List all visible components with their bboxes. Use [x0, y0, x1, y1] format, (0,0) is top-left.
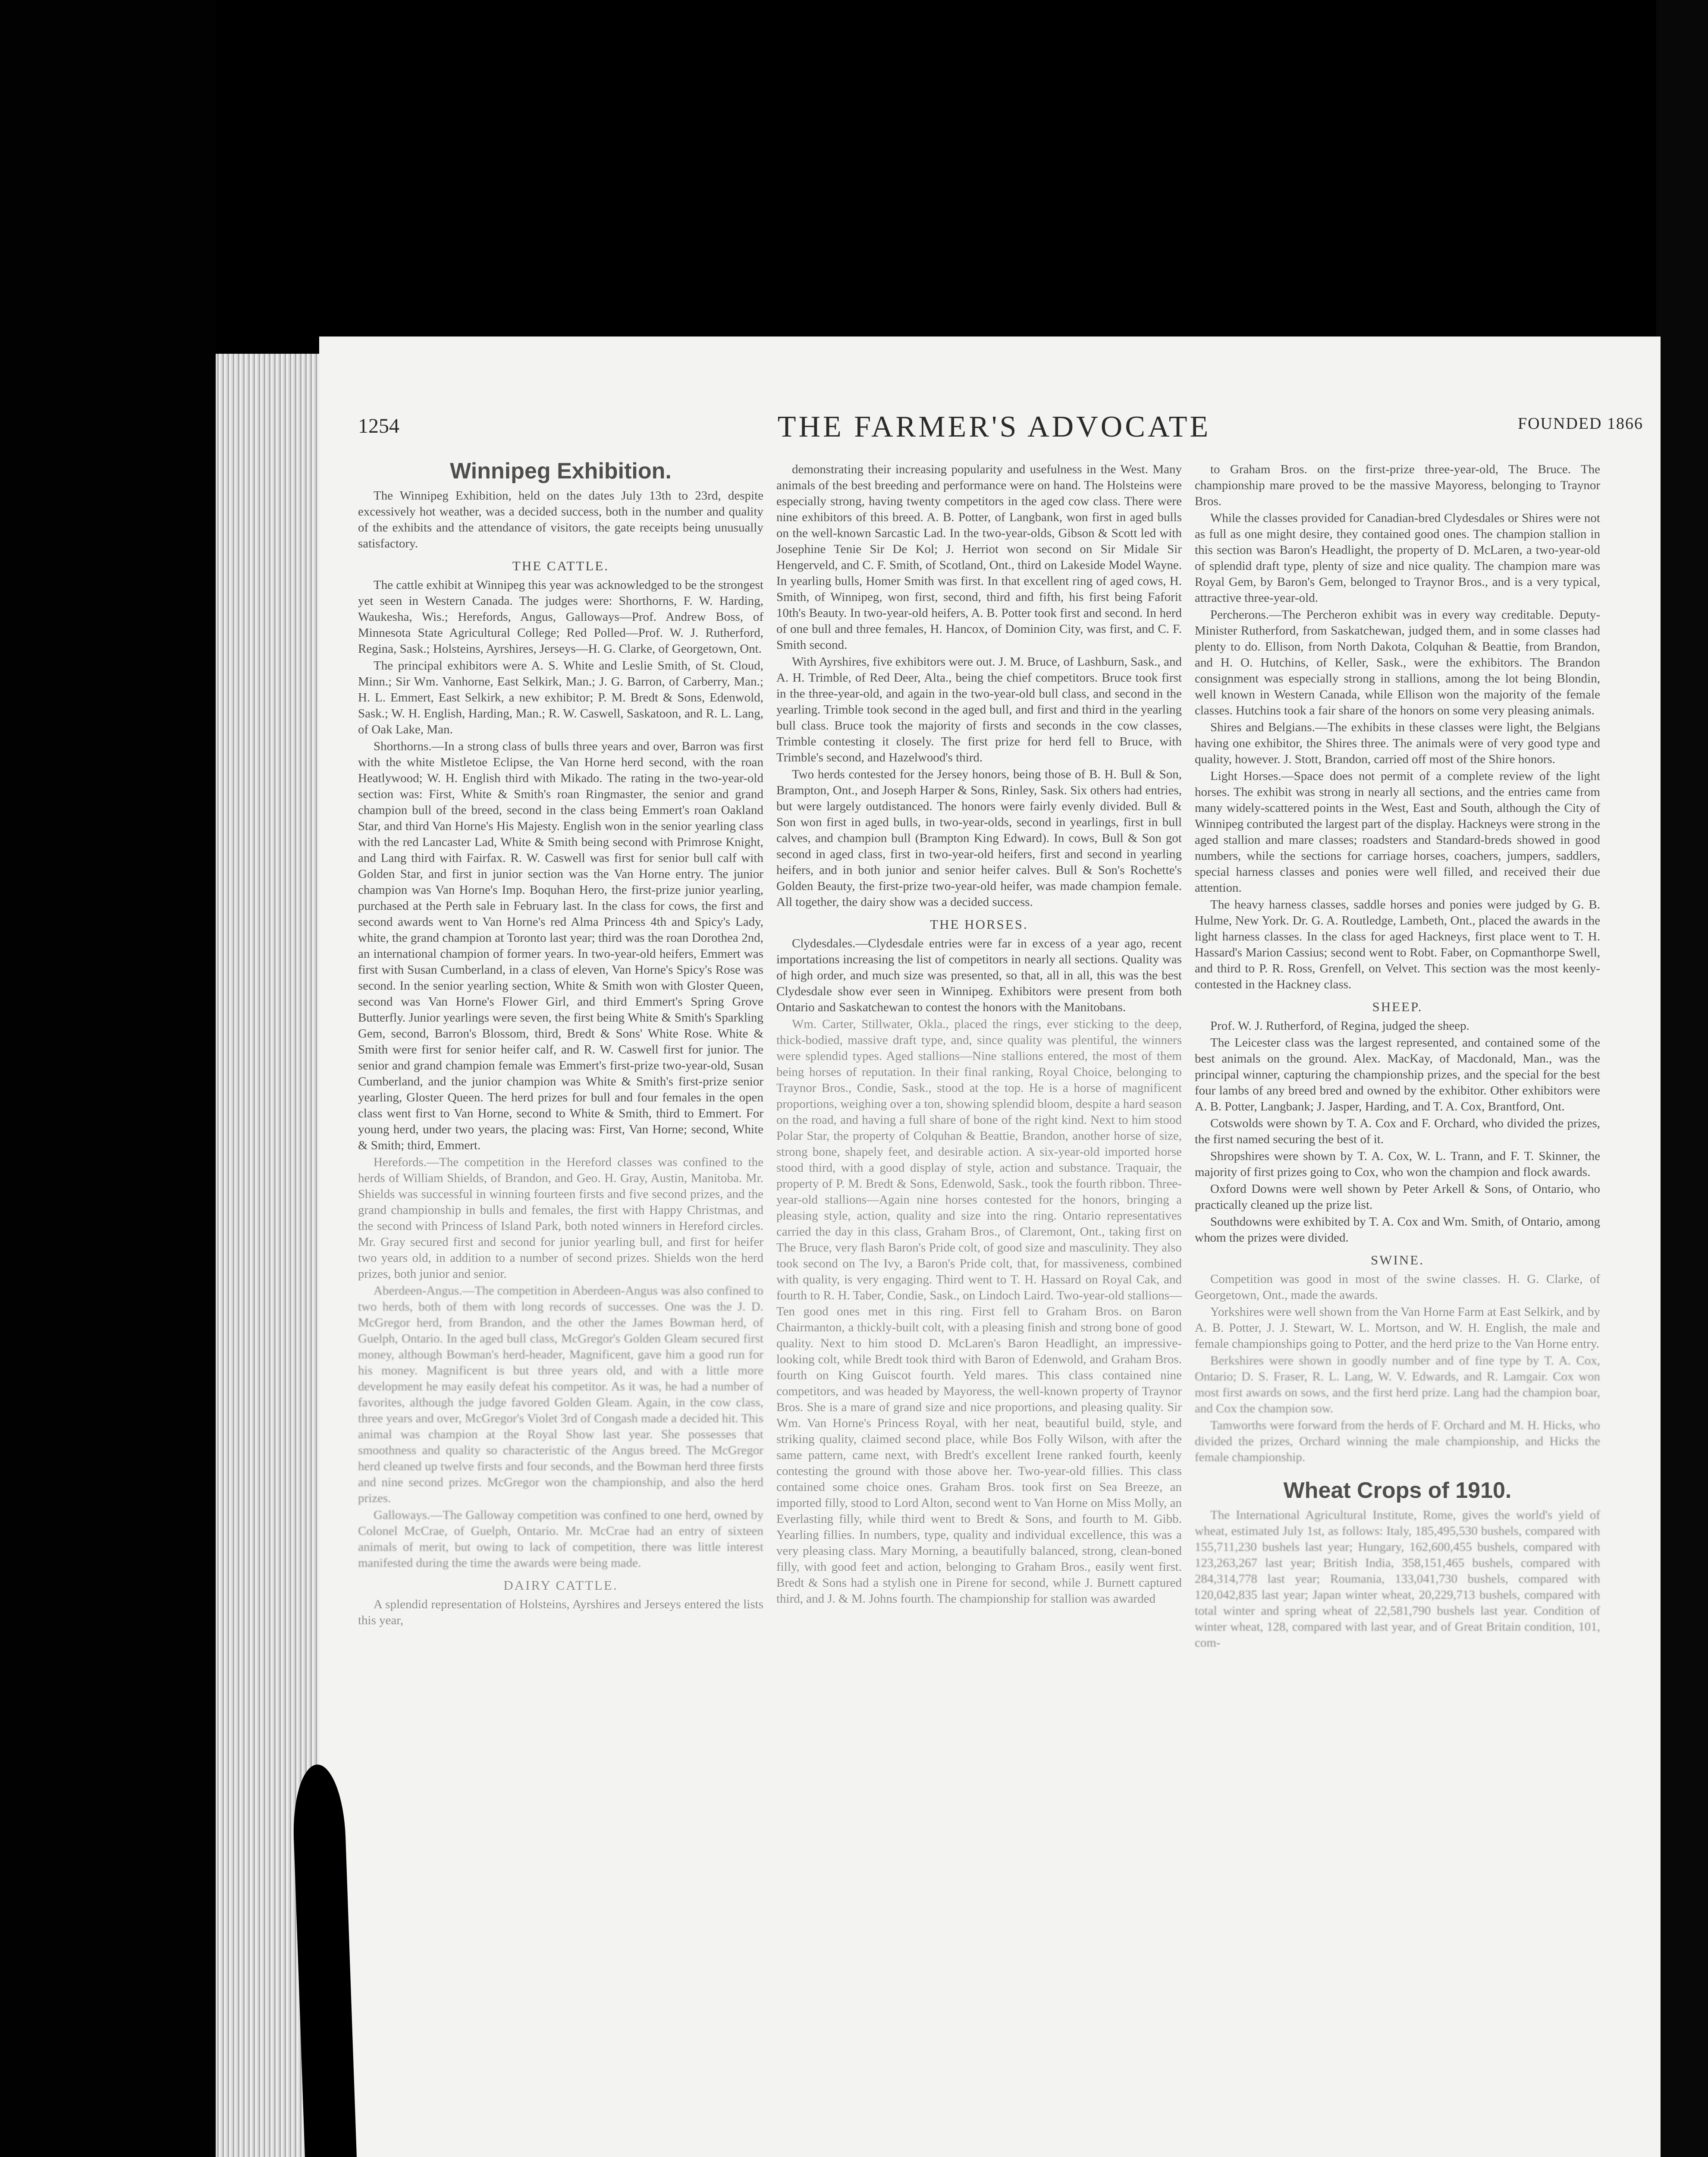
paragraph: The heavy harness classes, saddle horses and ponies were judged by G. B. Hulme, New York. Dr. G. A. Routledge, Lambeth, Ont., placed the awards in the light harness classes. In the class for aged Hackneys, first place went to T. H. Hassard's Marion Cassius; second went to Robt. Faber, on Copmanthorpe Swell, and third to P. R. Ross, Grenfell, on Velvet. This section was the most keenly-contested in the Hackney class. — [1195, 898, 1600, 991]
paragraph: The International Agricultural Institute, Rome, gives the world's yield of wheat, estimated July 1st, as follows: Italy, 185,495,530 bushels, compared with 155,711,230 bushels last year; Hungary, 162,600,455 bushels, compared with 123,263,267 last year; British India, 358,151,465 bushels, compared with 284,314,778 last year; Roumania, 133,041,730 bushels, compared with 120,042,835 last year; Japan winter wheat, 20,229,713 bushels, compared with total winter and spring wheat of 22,581,790 bushels last year. Condition of winter wheat, 128, compared with last year, and of Great Britain condition, 101, com- — [1195, 1508, 1600, 1650]
paragraph: Shropshires were shown by T. A. Cox, W. L. Trann, and F. T. Skinner, the majority of first prizes going to Cox, who won the champion and flock awards. — [1195, 1149, 1600, 1179]
paragraph: Shorthorns.—In a strong class of bulls three years and over, Barron was first with the white Mistletoe Eclipse, the Van Horne herd second, with the roan Heatlywood; W. H. English third with Mikado. The rating in the two-year-old section was: First, White & Smith's roan Ringmaster, the senior and grand champion bull of the breed, second in the class being Emmert's roan Oakland Star, and third Van Horne's His Majesty. English won in the senior yearling class with the red Lancaster Lad, White & Smith being second with Primrose Knight, and Lang third with Fairfax. R. W. Caswell was first for senior bull calf with Golden Star, and first in junior section was the Van Horne entry. The junior champion was Van Horne's Imp. Boquhan Hero, the first-prize junior yearling, purchased at the Perth sale in February last. In the class for cows, the first and second awards went to Van Horne's red Alma Princess 4th and Spicy's Lady, white, the grand champion at Toronto last year; third was the roan Dorothea 2nd, an international champion of former years. In two-year-old heifers, Emmert was first with Susan Cumberland, in a class of eleven, Van Horne's Spicy's Rose was second. In the senior yearling section, White & Smith won with Gloster Queen, second was Van Horne's Flower Girl, and third Emmert's Spring Grove Butterfly. Junior yearlings were seven, the first being White & Smith's Sparkling Gem, second, Barron's Blossom, third, Bredt & Sons' White Rose. White & Smith were first for senior heifer calf, and R. W. Caswell first for junior. The senior and grand champion female was Emmert's first-prize two-year-old, Susan Cumberland, and the junior champion was White & Smith's first-prize senior yearling, Gloster Queen. The herd prizes for bull and four females in the open class went first to Van Horne, second to White & Smith, third to Emmert. For young herd, under two years, the placing was: First, Van Horne; second, White & Smith; third, Emmert. — [358, 739, 763, 1152]
article-title-wheat: Wheat Crops of 1910. — [1283, 1478, 1512, 1503]
paragraph: demonstrating their increasing popularity and usefulness in the West. Many animals of the best breeding and performance were on hand. The Holsteins were especially strong, having twenty competitors in the aged cow class. There were nine exhibitors of this breed. A. B. Potter, of Langbank, won first in aged bulls on the well-known Sarcastic Lad. In the two-year-olds, Gibson & Scott led with Josephine Tenie Sir De Kol; J. Herriot won second on Sir Midale Sir Hengerveld, and C. F. Smith, of Scotland, Ont., third on Lakeside Model Wayne. In yearling bulls, Homer Smith was first. In that excellent ring of aged cows, H. Smith, of Winnipeg, won first, second, third and fifth, his first being Faforit 10th's Beauty. In two-year-old heifers, A. B. Potter took first and second. In herd of one bull and three females, H. Hancox, of Dominion City, was first, and C. F. Smith second. — [776, 462, 1182, 652]
paragraph: With Ayrshires, five exhibitors were out. J. M. Bruce, of Lashburn, Sask., and A. H. Trimble, of Red Deer, Alta., being the chief competitors. Bruce took first in the three-year-old, and again in the two-year-old bull class, and second in the yearling. Trimble took second in the aged bull, and first and third in the yearling bull class. Bruce took the majority of firsts and seconds in the cow classes, Trimble contesting it closely. The first prize for herd fell to Bruce, with Trimble's second, and Hazelwood's third. — [776, 655, 1182, 764]
paragraph: The Winnipeg Exhibition, held on the dates July 13th to 23rd, despite excessively hot weather, was a decided success, both in the number and quality of the exhibits and the attendance of visitors, the gate receipts being unusually satisfactory. — [358, 489, 763, 550]
paragraph: Light Horses.—Space does not permit of a complete review of the light horses. The exhibit was strong in nearly all sections, and the entries came from many widely-scattered points in the West, East and South, although the City of Winnipeg contributed the largest part of the display. Hackneys were strong in the aged stallion and mare classes; roadsters and Standard-breds showed in good numbers, while the sections for carriage horses, coachers, jumpers, saddlers, special harness classes and ponies were well filled, and received their due attention. — [1195, 769, 1600, 895]
paragraph: Cotswolds were shown by T. A. Cox and F. Orchard, who divided the prizes, the first named securing the best of it. — [1195, 1116, 1600, 1146]
paragraph: Two herds contested for the Jersey honors, being those of B. H. Bull & Son, Brampton, Ont., and Joseph Harper & Sons, Rinley, Sask. Six others had entries, but were largely outdistanced. The honors were fairly evenly divided. Bull & Son won first in aged bulls, in two-year-olds, second in yearlings, first in bull calves, and champion bull (Brampton King Edward). In cows, Bull & Son got second in aged class, first in two-year-old heifers, first and second in yearling heifers, and in both junior and senior heifer calves. Bull & Son's Rochette's Golden Beauty, the first-prize two-year-old heifer, was made champion female. All together, the dairy show was a decided success. — [776, 767, 1182, 909]
section-heading-horses: THE HORSES. — [930, 917, 1028, 932]
section-heading-dairy-cattle: DAIRY CATTLE. — [503, 1578, 618, 1593]
paragraph: Shires and Belgians.—The exhibits in these classes were light, the Belgians having one exhibitor, the Shires three. The animals were of very good type and quality, however. J. Stott, Brandon, carried off most of the Shire honors. — [1195, 720, 1600, 766]
article-title: Winnipeg Exhibition. — [450, 459, 672, 484]
paragraph: Galloways.—The Galloway competition was confined to one herd, owned by Colonel McCrae, of Guelph, Ontario. Mr. McCrae had an entry of sixteen animals of merit, but owing to lack of competition, there was little interest manifested during the time the awards were being made. — [358, 1508, 763, 1570]
paragraph: While the classes provided for Canadian-bred Clydesdales or Shires were not as full as one might desire, they contained good ones. The champion stallion in this section was Baron's Headlight, the property of D. McLaren, a two-year-old of splendid draft type, plenty of size and nice quality. The champion mare was Royal Gem, by Baron's Gem, belonged to Traynor Bros., and is a very typical, attractive three-year-old. — [1195, 511, 1600, 605]
paragraph: Aberdeen-Angus.—The competition in Aberdeen-Angus was also confined to two herds, both of them with long records of successes. One was the J. D. McGregor herd, from Brandon, and the other the James Bowman herd, of Guelph, Ontario. In the aged bull class, McGregor's Golden Gleam secured first money, although Bowman's herd-header, Magnificent, gave him a good run for his money. Magnificent is but three years old, and with a little more development he may easily defeat his competitor. As it was, he had a number of favorites, although the judge favored Golden Gleam. Again, in the cow class, three years and over, McGregor's Violet 3rd of Congash made a decided hit. This animal was champion at the Royal Show last year. She possesses that smoothness and quality so characteristic of the Angus breed. The McGregor herd cleaned up twelve firsts and four seconds, and the Bowman herd three firsts and nine second prizes. McGregor won the championship, and also the herd prizes. — [358, 1284, 763, 1505]
column-2 — [776, 462, 1182, 1608]
paragraph: Clydesdales.—Clydesdale entries were far in excess of a year ago, recent importations increasing the list of competitors in nearly all sections. Quality was of high order, and much size was presented, so that, all in all, this was the best Clydesdale show ever seen in Winnipeg. Exhibitors were present from both Ontario and Saskatchewan to contest the honors with the Manitobans. — [776, 937, 1182, 1014]
paragraph: Berkshires were shown in goodly number and of fine type by T. A. Cox, Ontario; D. S. Fraser, R. L. Lang, W. V. Edwards, and R. Lamgair. Cox won most first awards on sows, and the first herd prize. Lang had the champion boar, and Cox the champion sow. — [1195, 1354, 1600, 1415]
paragraph: Tamworths were forward from the herds of F. Orchard and M. H. Hicks, who divided the prizes, Orchard winning the male championship, and Hicks the female championship. — [1195, 1418, 1600, 1464]
paragraph: Yorkshires were well shown from the Van Horne Farm at East Selkirk, and by A. B. Potter, J. J. Stewart, W. L. Mortson, and W. H. English, the male and female championships going to Potter, and the herd prize to the Van Horne entry. — [1195, 1305, 1600, 1351]
journal-title: THE FARMER'S ADVOCATE — [777, 410, 1211, 443]
paragraph: Wm. Carter, Stillwater, Okla., placed the rings, ever sticking to the deep, thick-bodied, massive draft type, and, since quality was plentiful, the winners were splendid types. Aged stallions—Nine stallions entered, the most of them being horses of reputation. In their final ranking, Royal Choice, belonging to Traynor Bros., Condie, Sask., stood at the top. He is a horse of magnificent proportions, weighing over a ton, showing splendid bloom, despite a hard season on the road, and having a full share of bone of the right kind. Next to him stood Polar Star, the property of Colquhan & Beattie, Brandon, another horse of size, strong bone, shapely feet, and desirable action. A six-year-old imported horse stood third, with a good display of style, action and substance. Traquair, the property of P. M. Bredt & Sons, Edenwold, Sask., took the fourth ribbon. Three-year-old stallions—Again nine horses contested for the honors, bringing a pleasing style, action, quality and size into the ring. Ontario representatives carried the day in this class, Graham Bros., of Claremont, Ont., taking first on The Bruce, very flash Baron's Pride colt, of good size and masculinity. They also took second on The Ivy, a Baron's Pride colt, that, for massiveness, combined with quality, is very engaging. Third went to T. H. Hassard on Royal Cak, and fourth to R. H. Taber, Condie, Sask., on Lindoch Laird. Two-year-old stallions—Ten good ones met in this ring. First fell to Graham Bros. on Baron Chairmanton, a thickly-built colt, with a pleasing finish and strong bone of good quality. Next to him stood D. McLaren's Baron Headlight, an impressive-looking colt, while Bredt took third with Baron of Edenwold, and Graham Bros. fourth on King Guiscot fourth. Yeld mares. This class contained nine competitors, and was headed by Mayoress, the well-known property of Traynor Bros. She is a mare of grand size and nice proportions, and pleasing quality. Sir Wm. Van Horne's Princess Royal, with her neat, beautiful build, style, and striking quality, claimed second place, while Bos Folly Wilson, with after the same pattern, came next, with Bredt's excellent Irene ranked fourth, keenly contesting the ground with those above her. Two-year-old fillies. This class contained some choice ones. Graham Bros. took first on Sea Breeze, an imported filly, stood to Lord Alton, second went to Van Horne on Miss Molly, an Everlasting filly, while third went to Bredt & Sons, and fourth to M. Gibb. Yearling fillies. In numbers, type, quality and individual excellence, this was a very pleasing class. Mary Morning, a beautifully balanced, strong, clean-boned filly, with good feet and action, belonging to Graham Bros., easily went first. Bredt & Sons had a stylish one in Pirene for second, while J. Burnett captured third, and J. & M. Johns fourth. The championship for stallion was awarded — [776, 1017, 1182, 1606]
paragraph: A splendid representation of Holsteins, Ayrshires and Jerseys entered the lists this year, — [358, 1597, 763, 1627]
section-heading-cattle: THE CATTLE. — [512, 558, 609, 573]
paragraph: Southdowns were exhibited by T. A. Cox and Wm. Smith, of Ontario, among whom the prizes were divided. — [1195, 1215, 1600, 1245]
column-3 — [1195, 462, 1600, 1652]
paragraph: Percherons.—The Percheron exhibit was in every way creditable. Deputy-Minister Rutherford, from Saskatchewan, judged them, and in some classes had plenty to do. Ellison, from North Dakota, Colquhan & Beattie, from Brandon, and H. O. Hutchins, of Keller, Sask., were the exhibitors. The Brandon consignment was especially strong in stallions, among the lot being Blondin, well known in Western Canada, while Ellison won the majority of the female classes. Hutchins took a fair share of the honors on some very pleasing animals. — [1195, 608, 1600, 717]
paragraph: Oxford Downs were well shown by Peter Arkell & Sons, of Ontario, who practically cleaned up the prize list. — [1195, 1182, 1600, 1212]
paragraph: Prof. W. J. Rutherford, of Regina, judged the sheep. — [1210, 1019, 1469, 1033]
paragraph: The Leicester class was the largest represented, and contained some of the best animals on the ground. Alex. MacKay, of Macdonald, Man., was the principal winner, capturing the championship prizes, and the special for the best four lambs of any breed bred and owned by the exhibitor. Other exhibitors were A. B. Potter, Langbank; J. Jasper, Harding, and T. A. Cox, Brantford, Ont. — [1195, 1036, 1600, 1113]
paragraph: The cattle exhibit at Winnipeg this year was acknowledged to be the strongest yet seen in Western Canada. The judges were: Shorthorns, F. W. Harding, Waukesha, Wis.; Herefords, Angus, Galloways—Prof. Andrew Boss, of Minnesota State Agricultural College; Red Polled—Prof. W. J. Rutherford, Regina, Sask.; Holsteins, Ayrshires, Jerseys—H. G. Clarke, of Georgetown, Ont. — [358, 578, 763, 656]
paragraph: The principal exhibitors were A. S. White and Leslie Smith, of St. Cloud, Minn.; Sir Wm. Vanhorne, East Selkirk, Man.; J. G. Barron, of Carberry, Man.; H. L. Emmert, East Selkirk, a new exhibitor; P. M. Bredt & Sons, Edenwold, Sask.; W. H. English, Harding, Man.; R. W. Caswell, Saskatoon, and R. L. Lang, of Oak Lake, Man. — [358, 659, 763, 736]
section-heading-sheep: SHEEP. — [1372, 999, 1423, 1014]
microfilm-border-left — [0, 0, 216, 2157]
page-number: 1254 — [358, 415, 399, 437]
page-header — [345, 410, 1643, 449]
paragraph: to Graham Bros. on the first-prize three-year-old, The Bruce. The championship mare proved to be the massive Mayoress, belonging to Traynor Bros. — [1195, 462, 1600, 508]
founded-note: FOUNDED 1866 — [1517, 415, 1643, 433]
section-heading-swine: SWINE. — [1371, 1252, 1424, 1267]
paragraph: Competition was good in most of the swine classes. H. G. Clarke, of Georgetown, Ont., made the awards. — [1195, 1272, 1600, 1302]
microfilm-border-right — [1656, 0, 1708, 2157]
paragraph: Herefords.—The competition in the Hereford classes was confined to the herds of William Shields, of Brandon, and Geo. H. Gray, Austin, Manitoba. Mr. Shields was successful in winning fourteen firsts and five second prizes, and the grand championship in bulls and females, the first with Happy Christmas, and the second with Princess of Island Park, both noted winners in Hereford circles. Mr. Gray secured first and second for junior yearling bull, and first for heifer two years old, in addition to a number of second prizes. Shields won the herd prizes, both junior and senior. — [358, 1155, 763, 1281]
newspaper-page — [319, 336, 1661, 2157]
column-1 — [358, 459, 763, 1629]
